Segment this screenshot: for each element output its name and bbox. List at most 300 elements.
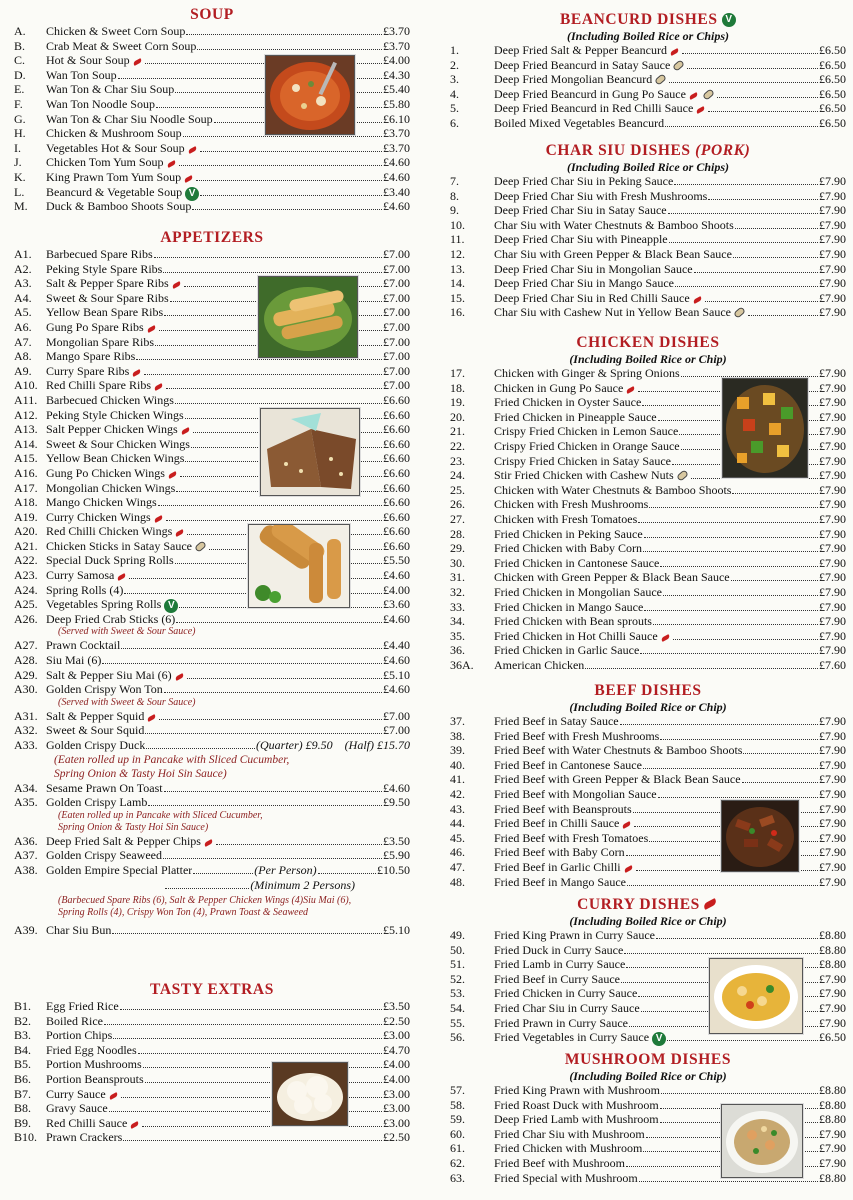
- menu-item: [14, 682, 410, 697]
- item-price: £7.90: [819, 714, 846, 728]
- chili-icon: [622, 821, 632, 829]
- beancurd-title-text: BEANCURD DISHES: [559, 11, 718, 28]
- menu-item: [450, 174, 846, 189]
- item-price: £6.60: [383, 451, 410, 466]
- dot-leader: [742, 782, 818, 783]
- dot-leader: [748, 315, 818, 316]
- item-name: Golden Crispy Won Ton: [46, 682, 163, 697]
- item-name: Sweet & Sour Squid: [46, 723, 145, 738]
- dot-leader: [164, 692, 382, 693]
- item-price: £7.90: [819, 290, 846, 305]
- hot-sour-soup-photo: [265, 55, 355, 135]
- item-code: 18.: [450, 380, 465, 395]
- dot-leader: [687, 68, 818, 69]
- dot-leader: [102, 663, 382, 664]
- item-price: £3.00: [383, 1086, 410, 1101]
- menu-item: [450, 658, 846, 673]
- curry-title: [450, 896, 846, 914]
- dot-leader: [673, 639, 818, 640]
- item-name: Peking Style Chicken Wings: [46, 407, 184, 422]
- dot-leader: [165, 888, 249, 889]
- appetizers-list-5: [14, 834, 410, 863]
- item-price: £7.90: [819, 261, 846, 276]
- item-code: A18.: [14, 495, 38, 510]
- menu-item: [14, 1057, 410, 1072]
- dot-leader: [175, 403, 382, 404]
- curry-title-text: CURRY DISHES: [577, 896, 700, 913]
- item-code: 11.: [450, 232, 465, 247]
- item-price: £4.00: [383, 582, 410, 597]
- charsiu-list: [450, 174, 846, 320]
- chili-icon: [626, 386, 636, 394]
- item-price: £5.40: [383, 82, 410, 97]
- item-price: £6.50: [819, 101, 846, 116]
- dot-leader: [148, 805, 382, 806]
- item-name: Chicken & Mushroom Soup: [46, 126, 182, 141]
- curry-photo: [709, 958, 803, 1034]
- item-price: £7.90: [819, 830, 846, 845]
- item-price: £5.50: [383, 553, 410, 568]
- item-name: Hot & Sour Soup: [46, 53, 130, 68]
- menu-item: [450, 758, 846, 773]
- menu-item: [14, 1028, 410, 1043]
- item-price: £4.60: [383, 611, 410, 626]
- item-name: Mongolian Spare Ribs: [46, 334, 154, 349]
- item-name: Fried Chicken in Hot Chilli Sauce: [494, 628, 658, 643]
- item-name: Char Siu with Cashew Nut in Yellow Bean Sauce: [494, 305, 731, 320]
- menu-item: [450, 116, 846, 131]
- item-price: £7.00: [383, 334, 410, 349]
- extras-title: TASTY EXTRAS: [150, 981, 274, 998]
- item-price: £6.60: [383, 465, 410, 480]
- item-code: 19.: [450, 395, 465, 410]
- item-name: Peking Style Spare Ribs: [46, 261, 163, 276]
- item-price: £8.80: [819, 928, 846, 942]
- dot-leader: [318, 873, 376, 874]
- item-code: A28.: [14, 653, 38, 668]
- chili-icon: [175, 529, 185, 537]
- item-price: £7.90: [819, 305, 846, 320]
- item-price: £7.90: [819, 453, 846, 468]
- item-price: £7.90: [819, 757, 846, 772]
- item-name: Prawn Cocktail: [46, 638, 121, 653]
- item-price: £5.90: [383, 848, 410, 863]
- item-price: £7.00: [383, 363, 410, 378]
- dot-leader: [154, 257, 382, 258]
- item-code: 9.: [450, 203, 459, 218]
- item-price: £7.90: [819, 614, 846, 629]
- menu-item: [450, 928, 846, 943]
- menu-item: [14, 999, 410, 1014]
- item-code: M.: [14, 199, 28, 214]
- charsiu-title: [450, 142, 846, 160]
- item-code: A24.: [14, 582, 38, 597]
- item-price: £7.90: [819, 174, 846, 188]
- item-name: Fried Beef with Baby Corn: [494, 845, 625, 860]
- item-name: Salt & Pepper Squid: [46, 708, 145, 723]
- item-name: Beancurd & Vegetable Soup: [46, 184, 183, 199]
- menu-item-a38: [14, 863, 410, 878]
- chili-icon: [187, 146, 197, 154]
- item-code: 58.: [450, 1097, 465, 1112]
- dot-leader: [585, 668, 818, 669]
- item-name: Chicken Sticks in Satay Sauce: [46, 538, 192, 553]
- item-code: A32.: [14, 723, 38, 738]
- item-code: 46.: [450, 845, 465, 860]
- item-name: Red Chilli Chicken Wings: [46, 524, 173, 539]
- menu-item: [450, 497, 846, 512]
- item-code: 60.: [450, 1126, 465, 1141]
- chili-icon: [702, 899, 717, 911]
- item-minimum: (Minimum 2 Persons): [250, 877, 355, 892]
- item-per-person: (Per Person): [254, 862, 317, 877]
- item-code: B2.: [14, 1013, 32, 1028]
- item-name: Yellow Bean Spare Ribs: [46, 305, 164, 320]
- item-name: Fried Char Siu with Mushroom: [494, 1126, 645, 1141]
- item-name: Deep Fried Char Siu with Pineapple: [494, 232, 668, 247]
- item-code: A35.: [14, 795, 38, 810]
- item-price: £5.10: [383, 667, 410, 682]
- chicken-title: CHICKEN DISHES: [576, 334, 720, 351]
- item-code: 59.: [450, 1112, 465, 1127]
- menu-item: [14, 583, 410, 598]
- nut-icon: [654, 73, 667, 85]
- item-price: £7.90: [819, 526, 846, 541]
- dot-leader: [660, 566, 818, 567]
- item-price: £4.60: [383, 653, 410, 668]
- item-name: King Prawn Tom Yum Soup: [46, 169, 182, 184]
- item-name: Fried Beef in Satay Sauce: [494, 714, 619, 728]
- item-name: Deep Fried Mongolian Beancurd: [494, 72, 653, 87]
- item-name: Sesame Prawn On Toast: [46, 780, 163, 795]
- dot-leader: [649, 507, 818, 508]
- item-code: 36.: [450, 643, 465, 658]
- dot-leader: [216, 844, 382, 845]
- item-name: Fried Roast Duck with Mushroom: [494, 1097, 659, 1112]
- vegetarian-icon: V: [722, 13, 736, 27]
- item-code: B7.: [14, 1086, 32, 1101]
- mushroom-title: MUSHROOM DISHES: [564, 1051, 732, 1068]
- item-code: A15.: [14, 451, 38, 466]
- dot-leader: [196, 180, 382, 181]
- item-price: £2.50: [383, 1130, 410, 1145]
- item-price: £7.90: [819, 482, 846, 497]
- item-price: £4.60: [383, 682, 410, 697]
- menu-item: [14, 39, 410, 54]
- menu-item: [450, 262, 846, 277]
- menu-item: [14, 1043, 410, 1058]
- item-name: Gravy Sauce: [46, 1101, 108, 1116]
- appetizers-title: APPETIZERS: [160, 229, 264, 246]
- note-a38-line1: (Barbecued Spare Ribs (6), Salt & Pepper Chicken Wings (4)Siu Mai (6),: [58, 895, 352, 907]
- item-code: A1.: [14, 247, 32, 261]
- item-price: £4.00: [383, 1071, 410, 1086]
- item-price: £6.50: [819, 86, 846, 101]
- item-price: £7.90: [819, 859, 846, 874]
- beef-title: BEEF DISHES: [594, 682, 702, 699]
- item-price: £7.90: [819, 541, 846, 556]
- item-name: Wan Ton Soup: [46, 67, 117, 82]
- chili-icon: [660, 634, 670, 642]
- item-name: American Chicken: [494, 657, 585, 672]
- item-name: Deep Fried Beancurd in Red Chilli Sauce: [494, 101, 694, 116]
- item-name: Fried Beef with Mongolian Sauce: [494, 786, 657, 801]
- item-price: £7.90: [819, 628, 846, 643]
- menu-item: [450, 1083, 846, 1098]
- menu-item: [450, 232, 846, 247]
- menu-item: [14, 568, 410, 583]
- item-name: Crispy Fried Chicken in Lemon Sauce: [494, 424, 679, 439]
- item-price: £7.00: [383, 319, 410, 334]
- item-name: Fried Chicken in Pineapple Sauce: [494, 409, 657, 424]
- dot-leader: [187, 678, 382, 679]
- menu-item: [14, 653, 410, 668]
- item-price: £8.80: [819, 942, 846, 957]
- menu-item: [450, 585, 846, 600]
- dot-leader: [183, 136, 382, 137]
- chili-icon: [168, 471, 178, 479]
- note-a30: (Served with Sweet & Sour Sauce): [58, 696, 196, 708]
- item-name: Fried Chicken in Cantonese Sauce: [494, 555, 660, 570]
- extras-list: [14, 999, 410, 1145]
- item-code: I.: [14, 140, 21, 155]
- dot-leader: [620, 724, 818, 725]
- item-name: Wan Ton Noodle Soup: [46, 96, 155, 111]
- item-name: Fried Egg Noodles: [46, 1042, 137, 1057]
- dot-leader: [668, 213, 818, 214]
- beancurd-subtitle: (Including Boiled Rice or Chips): [566, 29, 730, 43]
- dot-leader: [120, 1009, 382, 1010]
- item-code: 43.: [450, 801, 465, 816]
- note-a33-line2: Spring Onion & Tasty Hoi Sin Sauce): [54, 767, 227, 780]
- menu-item: [14, 141, 410, 156]
- item-price: £7.90: [819, 1126, 846, 1141]
- item-code: 37.: [450, 714, 465, 728]
- item-price: £6.60: [383, 422, 410, 437]
- item-code: A34.: [14, 780, 38, 795]
- item-price: £8.80: [819, 1097, 846, 1112]
- item-code: 13.: [450, 261, 465, 276]
- item-code: B.: [14, 38, 26, 53]
- beancurd-title: [450, 11, 846, 29]
- item-name: Stir Fried Chicken with Cashew Nuts: [494, 468, 674, 483]
- chili-icon: [154, 383, 164, 391]
- item-price: £7.90: [819, 1000, 846, 1015]
- spring-rolls-photo: [248, 524, 350, 608]
- item-price: £3.50: [383, 999, 410, 1013]
- dot-leader: [145, 733, 382, 734]
- chicken-subtitle: (Including Boiled Rice or Chip): [569, 352, 727, 366]
- item-name: Deep Fried Char Siu in Satay Sauce: [494, 203, 667, 218]
- item-price: £7.90: [819, 511, 846, 526]
- item-name: Fried Chicken in Peking Sauce: [494, 526, 643, 541]
- note-a33-line1: (Eaten rolled up in Pancake with Sliced Cucumber,: [54, 753, 290, 766]
- item-code: 33.: [450, 599, 465, 614]
- item-price: £7.90: [819, 217, 846, 232]
- dot-leader: [639, 1181, 818, 1182]
- item-name: Fried Beef in Garlic Chilli: [494, 859, 621, 874]
- chili-icon: [174, 673, 184, 681]
- dot-leader: [104, 1024, 382, 1025]
- item-code: J.: [14, 155, 22, 170]
- item-name: Fried Chicken with Baby Corn: [494, 541, 642, 556]
- item-code: L.: [14, 184, 25, 199]
- item-code: A26.: [14, 611, 38, 626]
- dot-leader: [638, 522, 818, 523]
- item-name: Chicken & Sweet Corn Soup: [46, 24, 186, 38]
- menu-item: [450, 189, 846, 204]
- item-code: 4.: [450, 86, 459, 101]
- item-code: B4.: [14, 1042, 32, 1057]
- item-price: £5.10: [383, 923, 410, 938]
- item-name: Deep Fried Beancurd in Satay Sauce: [494, 57, 671, 72]
- dot-leader: [694, 272, 818, 273]
- item-name: Portion Chips: [46, 1028, 113, 1043]
- item-code: 12.: [450, 246, 465, 261]
- item-price: £4.60: [383, 780, 410, 795]
- dot-leader: [624, 953, 818, 954]
- item-name: Golden Crispy Lamb: [46, 795, 148, 810]
- chili-icon: [117, 573, 127, 581]
- item-name: Char Siu with Green Pepper & Black Bean Sauce: [494, 246, 732, 261]
- item-code: 8.: [450, 188, 459, 203]
- item-name: Fried Chicken in Garlic Sauce: [494, 643, 640, 658]
- item-price: £7.90: [819, 599, 846, 614]
- item-code: A23.: [14, 568, 38, 583]
- nut-icon: [672, 59, 685, 71]
- item-name: Egg Fried Rice: [46, 999, 119, 1013]
- item-code: A27.: [14, 638, 38, 653]
- menu-item: [14, 1130, 410, 1145]
- item-code: E.: [14, 82, 25, 97]
- item-code: A11.: [14, 392, 38, 407]
- item-name: Fried King Prawn with Mushroom: [494, 1083, 660, 1097]
- item-code: A3.: [14, 276, 32, 291]
- item-name: Curry Chicken Wings: [46, 509, 151, 524]
- menu-item: [14, 262, 410, 277]
- item-price: £7.90: [819, 468, 846, 483]
- item-name: Fried Beef with Fresh Tomatoes: [494, 830, 649, 845]
- dot-leader: [146, 748, 255, 749]
- item-price: £7.90: [819, 380, 846, 395]
- dot-leader: [176, 622, 382, 623]
- chili-icon: [696, 106, 706, 114]
- menu-item: [450, 87, 846, 102]
- item-code: A33.: [14, 738, 38, 752]
- chili-icon: [108, 1092, 118, 1100]
- dot-leader: [136, 359, 382, 360]
- item-code: 26.: [450, 497, 465, 512]
- menu-item-a38-minimum: [14, 878, 410, 893]
- dot-leader: [144, 374, 382, 375]
- item-code: A21.: [14, 538, 38, 553]
- item-price: £7.90: [819, 497, 846, 512]
- item-price: £7.90: [819, 188, 846, 203]
- item-name: Fried Beef with Mushroom: [494, 1155, 625, 1170]
- item-name: Fried Special with Mushroom: [494, 1170, 638, 1185]
- item-price: £7.90: [819, 555, 846, 570]
- item-code: 3.: [450, 72, 459, 87]
- item-code: A6.: [14, 319, 32, 334]
- menu-item: [450, 512, 846, 527]
- item-name: Golden Crispy Duck: [46, 738, 146, 752]
- item-name: Deep Fried Char Siu with Fresh Mushrooms: [494, 188, 708, 203]
- item-price: £3.70: [383, 24, 410, 38]
- item-price: £3.70: [383, 126, 410, 141]
- item-price: £7.00: [383, 247, 410, 261]
- dot-leader: [186, 34, 382, 35]
- menu-item: [14, 510, 410, 525]
- item-name: Mango Spare Ribs: [46, 349, 136, 364]
- menu-item: [450, 218, 846, 233]
- item-name: Special Duck Spring Rolls: [46, 553, 174, 568]
- item-code: 55.: [450, 1015, 465, 1030]
- item-price: £6.50: [819, 115, 846, 130]
- item-code: 63.: [450, 1170, 465, 1185]
- item-code: A31.: [14, 708, 38, 723]
- item-price: £7.90: [819, 772, 846, 787]
- dot-leader: [667, 1040, 818, 1041]
- menu-item: [14, 1014, 410, 1029]
- chili-icon: [166, 160, 176, 168]
- item-name: Portion Mushrooms: [46, 1057, 142, 1072]
- chili-icon: [692, 296, 702, 304]
- item-price: £7.90: [819, 366, 846, 380]
- item-code: A16.: [14, 465, 38, 480]
- item-code: 53.: [450, 986, 465, 1001]
- menu-item: [14, 1116, 410, 1131]
- item-code: 15.: [450, 290, 465, 305]
- nut-icon: [676, 469, 689, 481]
- chili-icon: [670, 48, 680, 56]
- dot-leader: [644, 610, 818, 611]
- item-code: 10.: [450, 217, 465, 232]
- item-price: £7.00: [383, 290, 410, 305]
- item-price-quarter: (Quarter) £9.50: [256, 738, 333, 752]
- menu-item: [450, 247, 846, 262]
- dot-leader: [682, 53, 818, 54]
- item-price: £4.60: [383, 155, 410, 170]
- item-price: £7.90: [819, 409, 846, 424]
- dot-leader: [123, 1140, 382, 1141]
- item-price: £7.00: [383, 349, 410, 364]
- item-name: Curry Sauce: [46, 1086, 106, 1101]
- item-price: £7.00: [383, 378, 410, 393]
- item-name: Chicken with Ginger & Spring Onions: [494, 366, 680, 380]
- item-code: A7.: [14, 334, 32, 349]
- menu-item: [450, 72, 846, 87]
- item-price: £3.60: [383, 597, 410, 612]
- menu-item: [450, 772, 846, 787]
- item-price: £4.70: [383, 1042, 410, 1057]
- item-name: Chicken with Green Pepper & Black Bean Sauce: [494, 570, 730, 585]
- item-name: Deep Fried Char Siu in Red Chilli Sauce: [494, 290, 690, 305]
- dot-leader: [163, 858, 382, 859]
- dot-leader: [166, 388, 382, 389]
- menu-item: [450, 305, 846, 320]
- menu-item: [14, 597, 410, 612]
- item-code: A36.: [14, 833, 38, 848]
- item-price: £6.50: [819, 1030, 846, 1045]
- item-name: Red Chilli Spare Ribs: [46, 378, 151, 393]
- item-code: 30.: [450, 555, 465, 570]
- dot-leader: [159, 719, 382, 720]
- menu-item: [14, 24, 410, 39]
- dot-leader: [627, 885, 818, 886]
- menu-item: [450, 570, 846, 585]
- charsiu-subtitle: (Including Boiled Rice or Chips): [566, 160, 730, 174]
- appetizers-list-3: [14, 709, 410, 738]
